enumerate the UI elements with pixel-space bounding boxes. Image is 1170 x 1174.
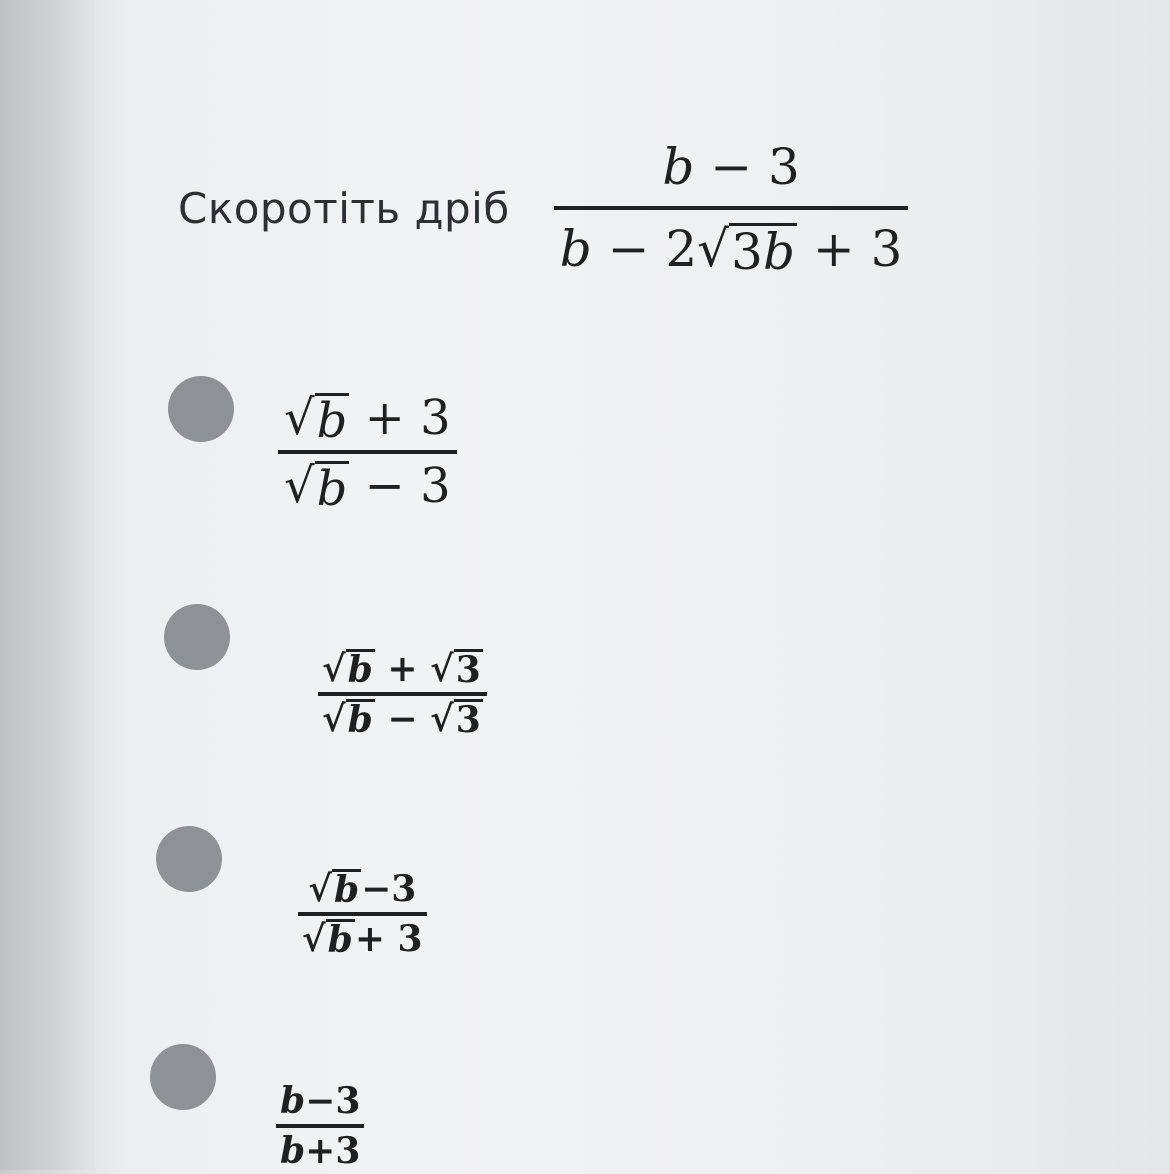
var-b: b xyxy=(316,392,348,449)
fraction-denominator xyxy=(318,696,487,742)
var-b: b xyxy=(333,869,360,912)
sqrt xyxy=(322,698,375,740)
fraction-denominator xyxy=(298,916,427,962)
numerator-rest: −3 xyxy=(361,868,417,910)
left-margin-strip xyxy=(0,0,95,1170)
fraction-denominator xyxy=(554,210,909,281)
radicand xyxy=(454,699,483,740)
option-4-fraction[interactable] xyxy=(276,1078,364,1174)
denominator-mid: − xyxy=(374,698,431,740)
option-2-fraction[interactable] xyxy=(318,646,487,742)
radical-sign: √ xyxy=(284,458,315,514)
numerator-rest: + 3 xyxy=(349,390,451,446)
radical-sign: √ xyxy=(322,648,346,690)
sqrt xyxy=(308,868,361,910)
numerator-rest: − 3 xyxy=(694,138,800,196)
option-4-radio[interactable] xyxy=(150,1044,216,1110)
radicand xyxy=(332,869,361,910)
sqrt xyxy=(284,390,349,449)
radical-sign: √ xyxy=(322,698,346,740)
var-b: b xyxy=(280,1080,306,1122)
fraction-denominator xyxy=(278,454,457,518)
denominator-rest: − 3 xyxy=(349,458,451,514)
radicand xyxy=(346,649,375,690)
sqrt xyxy=(302,918,355,960)
sqrt xyxy=(430,698,483,740)
radicand xyxy=(346,699,375,740)
var-b: b xyxy=(559,220,592,278)
radicand-coef: 3 xyxy=(731,222,763,281)
denominator-rest: + 3 xyxy=(354,918,423,960)
fraction-denominator xyxy=(276,1128,364,1174)
option-1-radio[interactable] xyxy=(168,376,234,442)
option-1-fraction[interactable] xyxy=(278,386,457,518)
radicand-3: 3 xyxy=(455,649,481,692)
radicand-3: 3 xyxy=(455,699,481,742)
var-b: b xyxy=(662,138,695,196)
fraction-numerator xyxy=(276,1078,364,1124)
var-b: b xyxy=(347,699,373,742)
radicand xyxy=(315,392,350,449)
radicand xyxy=(326,919,355,960)
option-2-radio[interactable] xyxy=(164,604,230,670)
var-b: b xyxy=(347,649,373,692)
radical-sign: √ xyxy=(284,390,315,446)
var-b: b xyxy=(762,222,795,281)
fraction-numerator xyxy=(652,138,810,206)
denominator-rest: + 3 xyxy=(796,220,903,278)
radical-sign: √ xyxy=(697,220,730,278)
question xyxy=(178,138,908,281)
radical-sign: √ xyxy=(302,918,326,960)
numerator-mid: + xyxy=(374,648,431,690)
sqrt xyxy=(697,220,797,281)
denominator-mid: − 2 xyxy=(591,220,698,278)
fraction-numerator xyxy=(318,646,487,692)
sqrt xyxy=(284,458,349,517)
numerator-rest: −3 xyxy=(305,1080,361,1122)
question-fraction xyxy=(554,138,909,281)
radical-sign: √ xyxy=(430,648,454,690)
var-b: b xyxy=(280,1130,306,1172)
question-label: Скоротіть дріб xyxy=(178,183,510,233)
sqrt xyxy=(430,648,483,690)
radicand xyxy=(315,460,350,517)
radical-sign: √ xyxy=(308,868,332,910)
option-3-fraction[interactable] xyxy=(298,866,427,962)
sqrt xyxy=(322,648,375,690)
radical-sign: √ xyxy=(430,698,454,740)
option-3-radio[interactable] xyxy=(156,826,222,892)
fraction-numerator xyxy=(278,386,457,450)
radicand xyxy=(729,223,797,279)
var-b: b xyxy=(327,919,353,962)
var-b: b xyxy=(316,460,348,517)
fraction-numerator xyxy=(304,866,420,912)
radicand xyxy=(454,649,483,690)
denominator-rest: +3 xyxy=(305,1130,361,1172)
